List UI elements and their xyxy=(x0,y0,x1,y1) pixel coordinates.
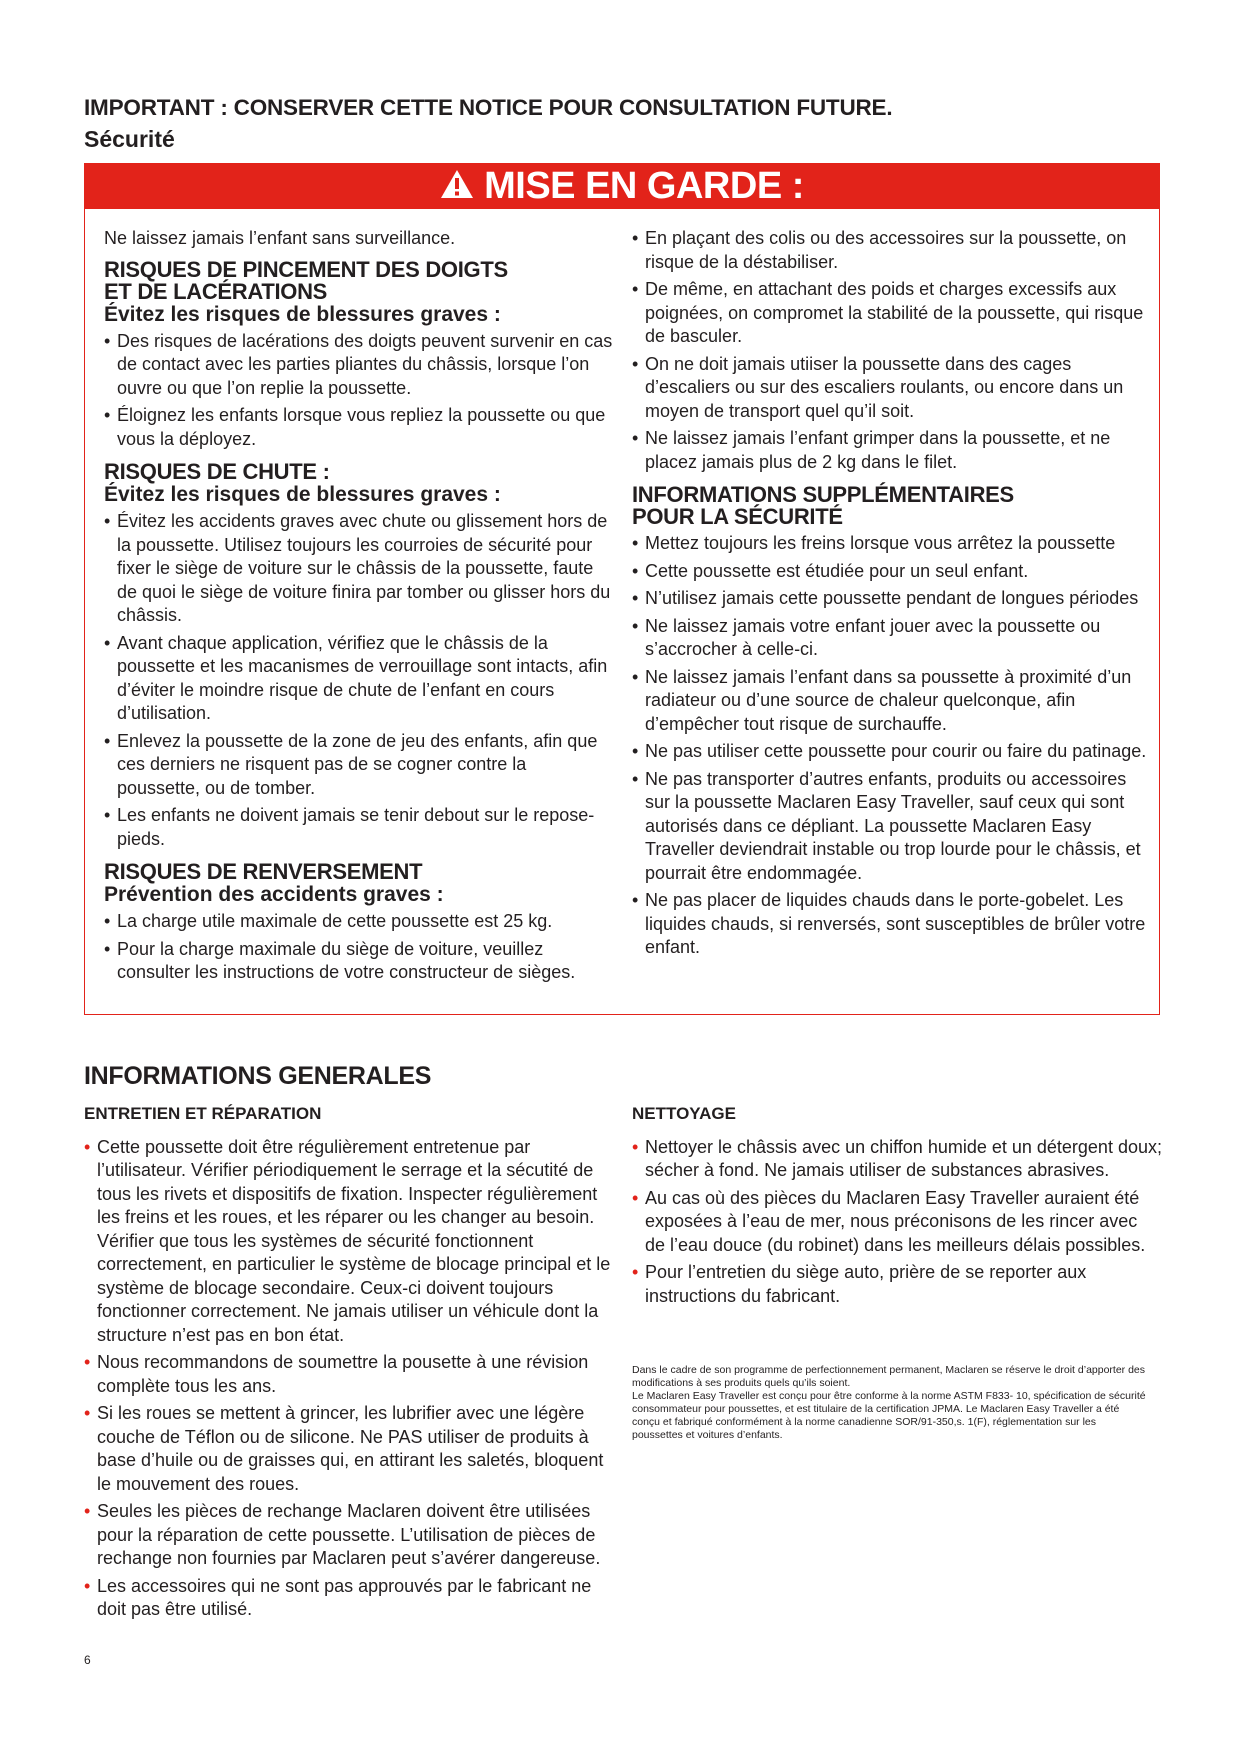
maintenance-column xyxy=(84,1102,614,1626)
section-title: Sécurité xyxy=(84,126,175,152)
fall-subtitle: Évitez les risques de blessures graves : xyxy=(104,483,501,506)
warning-title: MISE EN GARDE : xyxy=(484,164,804,207)
list-item: • Ne pas utiliser cette poussette pour courir ou faire du patinage. xyxy=(632,740,1147,764)
tip-subtitle: Prévention des accidents graves : xyxy=(104,883,444,906)
notice-heading: IMPORTANT : CONSERVER CETTE NOTICE POUR CONSULTATION FUTURE. xyxy=(84,95,893,120)
list-item: • De même, en attachant des poids et charges excessifs aux poignées, on compromet la stabilité de la poussette, qui risque de basculer. xyxy=(632,278,1147,349)
list-item: • Cette poussette doit être régulièrement entretenue par l’utilisateur. Vérifier périodiquement le serrage et la sécutité de tous les rivets et dispositifs de fixation. Inspecter régulièrement les freins et les roues, et les réparer ou les changer au besoin. Vérifier que tous les systèmes de sécurité fonctionnent correctement, en particulier le système de blocage principal et le système de blocage secondaire. Ceux-ci doivent toujours fonctionner correctement. Ne jamais utiliser un véhicule dont la structure n’est pas en bon état. xyxy=(84,1136,614,1348)
general-info-title: INFORMATIONS GENERALES xyxy=(84,1062,432,1090)
extra-safety-list xyxy=(632,532,1147,960)
pinch-subtitle: Évitez les risques de blessures graves : xyxy=(104,302,501,326)
list-item: • Évitez les accidents graves avec chute ou glissement hors de la poussette. Utilisez toujours les courroies de sécurité pour fixer le siège de voiture sur le châssis de la poussette, faute de quoi le siège de voiture finira par tomber ou glisser hors du châssis. xyxy=(104,510,614,628)
list-item: • Ne laissez jamais l’enfant dans sa poussette à proximité d’un radiateur ou d’une source de chaleur quelconque, afin d’empêcher tout risque de surchauffe. xyxy=(632,666,1147,737)
list-item: • Au cas où des pièces du Maclaren Easy Traveller auraient été exposées à l’eau de mer, nous préconisons de les rincer avec de l’eau douce (du robinet) dans les meilleurs délais possibles. xyxy=(632,1187,1162,1258)
intro-text: Ne laissez jamais l’enfant sans surveillance. xyxy=(104,228,456,248)
tip-title: RISQUES DE RENVERSEMENT xyxy=(104,859,423,884)
list-item: • Seules les pièces de rechange Maclaren doivent être utilisées pour la réparation de cette poussette. L’utilisation de pièces de rechange non fournies par Maclaren peut s’avérer dangereuse. xyxy=(84,1500,614,1571)
list-item: • Pour l’entretien du siège auto, prière de se reporter aux instructions du fabricant. xyxy=(632,1261,1162,1308)
fall-title: RISQUES DE CHUTE : xyxy=(104,459,330,484)
fall-list xyxy=(104,510,614,851)
list-item: • Si les roues se mettent à grincer, les lubrifier avec une légère couche de Téflon ou de silicone. Ne PAS utiliser de produits à base d’huile ou de graisses qui, en attirant les saletés, bloquent le mouvement des roues. xyxy=(84,1402,614,1496)
fine-print xyxy=(632,1364,1147,1442)
list-item: • N’utilisez jamais cette poussette pendant de longues périodes xyxy=(632,587,1147,611)
cleaning-list xyxy=(632,1136,1162,1309)
warning-triangle-icon xyxy=(440,169,474,204)
list-item: • Des risques de lacérations des doigts peuvent survenir en cas de contact avec les parties pliantes du châssis, lorsque l’on ouvre ou que l’on replie la poussette. xyxy=(104,330,614,401)
list-item: • Avant chaque application, vérifiez que le châssis de la poussette et les macanismes de verrouillage sont intacts, afin d’éviter le moindre risque de chute de l’enfant en cours d’utilisation. xyxy=(104,632,614,726)
list-item: • Ne pas placer de liquides chauds dans le porte-gobelet. Les liquides chauds, si renversés, sont susceptibles de brûler votre enfant. xyxy=(632,889,1147,960)
extra-safety-title-2: POUR LA SÉCURITÉ xyxy=(632,504,843,529)
list-item: • Ne pas transporter d’autres enfants, produits ou accessoires sur la poussette Maclaren Easy Traveller, sauf ceux qui sont autorisés dans ce dépliant. La poussette Maclaren Easy Traveller deviendrait instable ou trop lourde pour le châssis, et pourrait être endommagée. xyxy=(632,768,1147,886)
maintenance-title: ENTRETIEN ET RÉPARATION xyxy=(84,1104,322,1123)
maintenance-list xyxy=(84,1136,614,1622)
list-item: • La charge utile maximale de cette poussette est 25 kg. xyxy=(104,910,614,934)
warning-banner xyxy=(84,163,1160,209)
extra-safety-title: INFORMATIONS SUPPLÉMENTAIRES xyxy=(632,482,1014,507)
list-item: • Cette poussette est étudiée pour un seul enfant. xyxy=(632,560,1147,584)
list-item: • En plaçant des colis ou des accessoires sur la poussette, on risque de la déstabiliser. xyxy=(632,227,1147,274)
warning-right-column xyxy=(632,227,1147,964)
list-item: • Nous recommandons de soumettre la pousette à une révision complète tous les ans. xyxy=(84,1351,614,1398)
tip-list xyxy=(104,910,614,985)
list-item: • Pour la charge maximale du siège de voiture, veuillez consulter les instructions de votre constructeur de sièges. xyxy=(104,938,614,985)
fine-print-paragraph: Le Maclaren Easy Traveller est conçu pour être conforme à la norme ASTM F833- 10, spécification de sécurité consommateur pour poussettes, et est titulaire de la certification JPMA. Le Maclaren Easy Traveller a été conçu et fabriqué conformément à la norme canadienne SOR/91-350,s. 1(F), réglementation sur les poussettes et voitures d’enfants. xyxy=(632,1390,1146,1441)
cleaning-title: NETTOYAGE xyxy=(632,1104,736,1123)
pinch-list xyxy=(104,330,614,452)
pinch-title: RISQUES DE PINCEMENT DES DOIGTS xyxy=(104,256,508,282)
list-item: • Ne laissez jamais votre enfant jouer avec la poussette ou s’accrocher à celle-ci. xyxy=(632,615,1147,662)
list-item: • Les enfants ne doivent jamais se tenir debout sur le repose-pieds. xyxy=(104,804,614,851)
page-number: 6 xyxy=(84,1653,91,1667)
list-item: • Mettez toujours les freins lorsque vous arrêtez la poussette xyxy=(632,532,1147,556)
list-item: • Les accessoires qui ne sont pas approuvés par le fabricant ne doit pas être utilisé. xyxy=(84,1575,614,1622)
fine-print-paragraph: Dans le cadre de son programme de perfectionnement permanent, Maclaren se réserve le droit d’apporter des modifications à ses produits quels qu’ils soient. xyxy=(632,1364,1146,1389)
pinch-title-2: ET DE LACÉRATIONS xyxy=(104,278,328,304)
list-item: • Enlevez la poussette de la zone de jeu des enfants, afin que ces derniers ne risquent pas de se cogner contre la poussette, ou de tomber. xyxy=(104,730,614,801)
stability-list xyxy=(632,227,1147,474)
list-item: • Ne laissez jamais l’enfant grimper dans la poussette, et ne placez jamais plus de 2 kg dans le filet. xyxy=(632,427,1147,474)
warning-left-column xyxy=(104,227,614,989)
list-item: • Nettoyer le châssis avec un chiffon humide et un détergent doux; sécher à fond. Ne jamais utiliser de substances abrasives. xyxy=(632,1136,1162,1183)
list-item: • Éloignez les enfants lorsque vous repliez la poussette ou que vous la déployez. xyxy=(104,404,614,451)
list-item: • On ne doit jamais utiiser la poussette dans des cages d’escaliers ou sur des escaliers roulants, ou encore dans un moyen de transport quel qu’il soit. xyxy=(632,353,1147,424)
cleaning-column xyxy=(632,1102,1162,1442)
